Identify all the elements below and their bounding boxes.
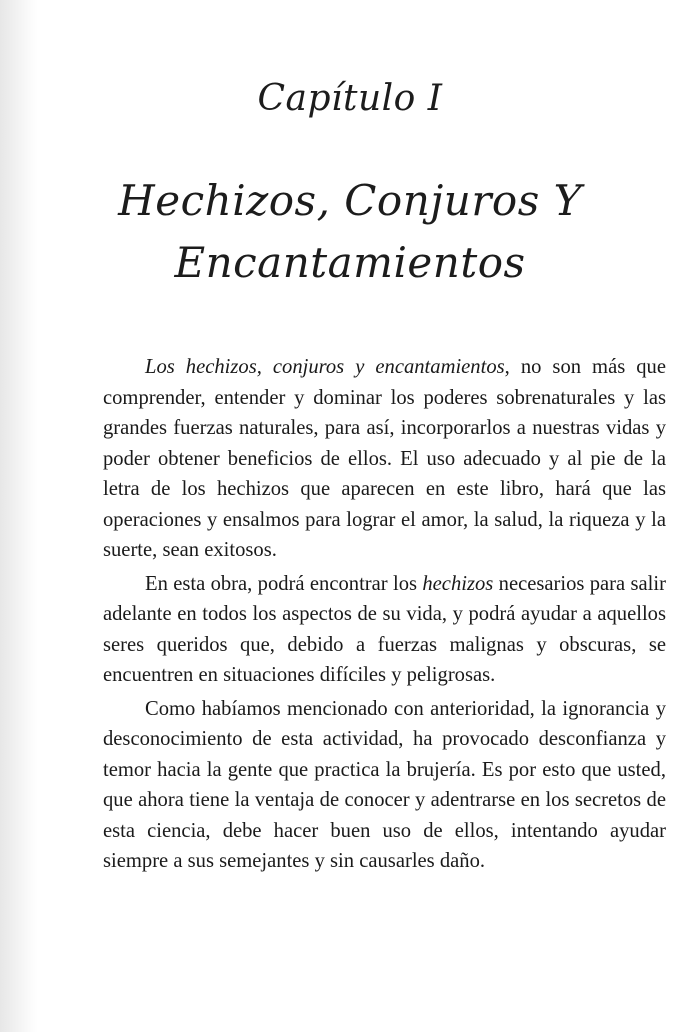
paragraph-1-italic-lead: Los hechizos, conjuros y encantamientos [145, 356, 505, 378]
paragraph-3-text: Como habíamos mencionado con anterioridad, la ignorancia y desconocimiento de esta actividad, ha provocado desconfianza y temor hacia la gente que practica la brujería. Es por esto que usted, que ahora tiene la ventaja de conocer y adentrarse en los secretos de esta ciencia, debe hacer buen uso de ellos, intentando ayudar siempre a sus semejantes y sin causarles daño. [103, 697, 666, 872]
paragraph-2-italic-term: hechizos [422, 572, 494, 595]
page-gutter-shadow [0, 0, 38, 1032]
paragraph-1 [103, 352, 666, 566]
paragraph-2-text-after: necesarios para salir adelante en todos los aspectos de su vida, y podrá ayudar a aquellos seres queridos que, debido a fuerzas malignas y obscuras, se encuentren en situaciones difíciles y peligrosas. [103, 572, 666, 686]
chapter-title [0, 170, 700, 294]
paragraph-2-text-before: En esta obra, podrá encontrar los [145, 572, 423, 595]
paragraph-1-text: , no son más que comprender, entender y dominar los poderes sobrenaturales y las grandes fuerzas naturales, para así, incorporarlos a nuestras vidas y poder obtener beneficios de ellos. El uso adecuado y al pie de la letra de los hechizos que aparecen en este libro, hará que las operaciones y ensalmos para lograr el amor, la salud, la riqueza y la suerte, sean exitosos. [103, 356, 666, 561]
chapter-label: Capítulo I [257, 78, 443, 119]
paragraph-2 [103, 569, 666, 691]
chapter-title-line-1: Hechizos, Conjuros Y [118, 176, 582, 225]
paragraph-3 [103, 694, 666, 877]
chapter-title-line-2: Encantamientos [174, 238, 526, 287]
chapter-body [103, 352, 666, 877]
